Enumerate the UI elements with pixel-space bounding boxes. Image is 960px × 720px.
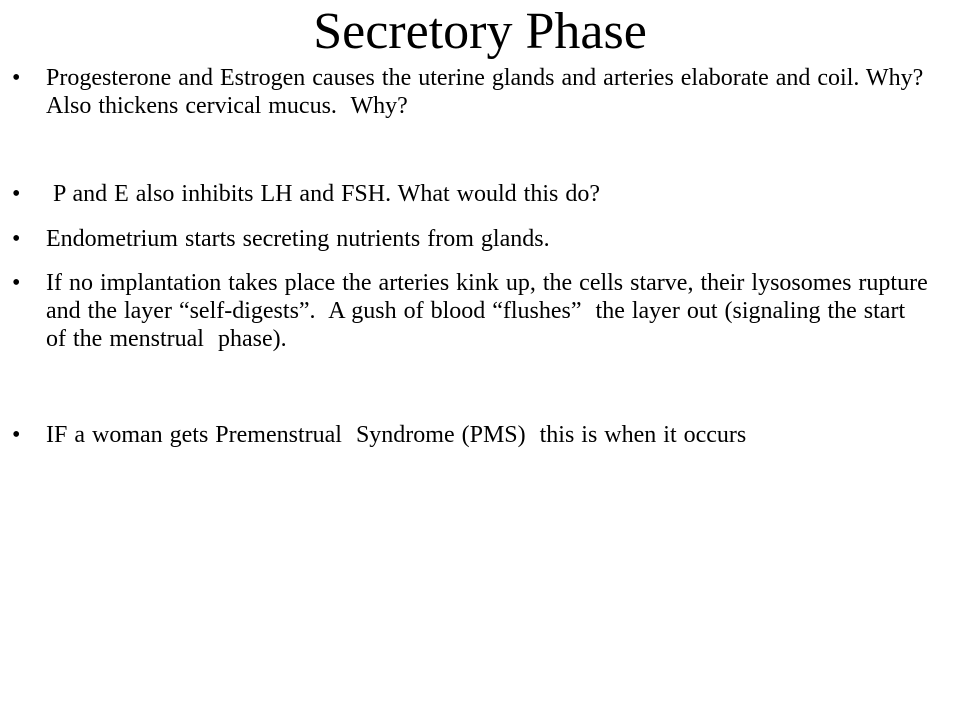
bullet-text: Progesterone and Estrogen causes the uterine glands and arteries elaborate and coil. Why? Also thickens cervical mucus. Why? — [46, 65, 936, 119]
bullet-point-icon: • — [12, 65, 21, 91]
slide-title: Secretory Phase — [313, 3, 647, 60]
bullet-item — [12, 64, 936, 120]
bullet-item — [12, 269, 935, 353]
bullet-text: Endometrium starts secreting nutrients from glands. — [46, 226, 550, 252]
bullet-text: P and E also inhibits LH and FSH. What would this do? — [46, 181, 600, 207]
bullet-text: IF a woman gets Premenstrual Syndrome (PMS) this is when it occurs — [46, 422, 747, 448]
bullet-text: If no implantation takes place the arteries kink up, the cells starve, their lysosomes rupture and the layer “self-digests”. A gush of blood “flushes” the layer out (signaling the start of the menstrual phase). — [46, 270, 935, 352]
bullet-item — [12, 421, 932, 449]
bullet-item — [12, 225, 932, 253]
bullet-point-icon: • — [12, 270, 21, 296]
bullet-point-icon: • — [12, 181, 21, 207]
bullet-point-icon: • — [12, 422, 21, 448]
bullet-item — [12, 180, 932, 208]
bullet-point-icon: • — [12, 226, 21, 252]
